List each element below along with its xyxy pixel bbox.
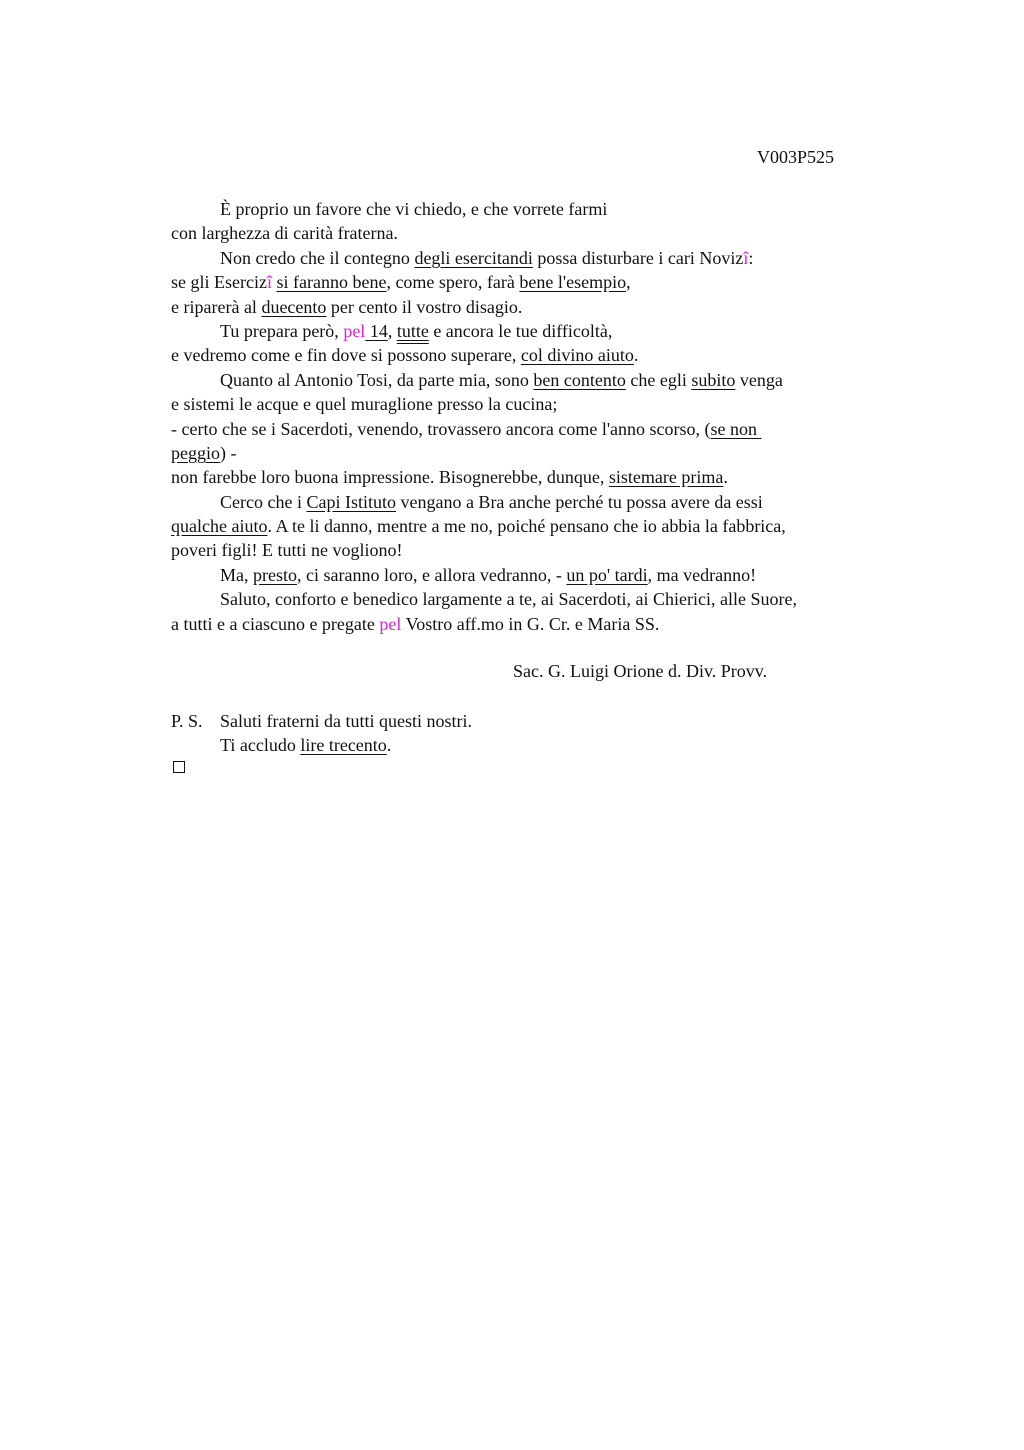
postscript bbox=[171, 709, 472, 758]
text-line bbox=[171, 465, 891, 489]
underlined-text: peggio bbox=[171, 442, 220, 463]
text-span: . A te li danno, mentre a me no, poiché pensano che io abbia la fabbrica, bbox=[267, 516, 786, 537]
document-reference: V003P525 bbox=[757, 147, 835, 167]
text-line bbox=[171, 295, 891, 319]
text-span: Ti accludo bbox=[220, 735, 301, 756]
highlighted-text: pel bbox=[379, 613, 402, 634]
underlined-text: presto bbox=[253, 564, 297, 585]
text-line bbox=[171, 538, 891, 562]
text-line bbox=[171, 612, 891, 636]
letter-body bbox=[171, 197, 891, 636]
text-span: , ma vedranno! bbox=[647, 564, 757, 585]
underlined-text: ben contento bbox=[533, 369, 626, 390]
underlined-text: bene l'esempio bbox=[519, 272, 627, 293]
underlined-text: qualche aiuto bbox=[171, 516, 268, 537]
text-span: se gli Eserciz bbox=[171, 272, 267, 293]
text-span: , ci saranno loro, e allora vedranno, - bbox=[297, 564, 567, 585]
text-span: possa disturbare i cari Noviz bbox=[532, 247, 744, 268]
highlighted-text: pel bbox=[343, 320, 366, 341]
underlined-text: subito bbox=[691, 369, 736, 390]
text-span: a tutti e a ciascuno e pregate bbox=[171, 613, 380, 634]
text-span: Cerco che i bbox=[220, 491, 307, 512]
text-line bbox=[171, 417, 891, 441]
text-line bbox=[171, 563, 891, 587]
text-line bbox=[171, 733, 472, 757]
text-span: vengano a Bra anche perché tu possa avere da essi bbox=[395, 491, 763, 512]
text-line bbox=[171, 587, 891, 611]
text-line bbox=[171, 441, 891, 465]
text-line bbox=[171, 221, 891, 245]
text-line bbox=[171, 490, 891, 514]
text-line bbox=[171, 197, 891, 221]
text-line bbox=[171, 368, 891, 392]
highlighted-text: î bbox=[743, 247, 749, 268]
text-span: poveri figli! E tutti ne vogliono! bbox=[171, 540, 403, 561]
underlined-text: se non bbox=[710, 418, 762, 439]
text-line bbox=[171, 343, 891, 367]
text-span: con larghezza di carità fraterna. bbox=[171, 223, 399, 244]
text-span: . bbox=[723, 467, 728, 488]
text-span: Quanto al Antonio Tosi, da parte mia, sono bbox=[220, 369, 534, 390]
text-span: . bbox=[633, 345, 639, 366]
text-line bbox=[171, 246, 891, 270]
text-line bbox=[171, 392, 891, 416]
underlined-text: 14 bbox=[365, 320, 388, 341]
underlined-text: duecento bbox=[261, 296, 327, 317]
text-span: , bbox=[387, 320, 397, 341]
empty-checkbox-glyph bbox=[173, 761, 185, 773]
text-span: . bbox=[386, 735, 392, 756]
text-span: e vedremo come e fin dove si possono superare, bbox=[171, 345, 521, 366]
text-span: Saluti fraterni da tutti questi nostri. bbox=[220, 711, 472, 731]
signature: Sac. G. Luigi Orione d. Div. Provv. bbox=[513, 661, 768, 681]
text-span: che egli bbox=[625, 369, 692, 390]
highlighted-text: î bbox=[266, 272, 272, 293]
text-line bbox=[171, 270, 891, 294]
text-span: Vostro aff.mo in G. Cr. e Maria SS. bbox=[401, 613, 660, 634]
text-line bbox=[171, 514, 891, 538]
text-span: e ancora le tue difficoltà, bbox=[428, 320, 613, 341]
text-span: È proprio un favore che vi chiedo, e che vorrete farmi bbox=[220, 199, 608, 219]
text-span: Saluto, conforto e benedico largamente a te, ai Sacerdoti, ai Chierici, alle Suore, bbox=[220, 589, 797, 610]
text-span: venga bbox=[735, 369, 783, 390]
text-span: , bbox=[626, 272, 631, 293]
underlined-text: col divino aiuto bbox=[520, 345, 634, 366]
underlined-text: lire trecento bbox=[300, 735, 387, 756]
text-span: Ma, bbox=[220, 564, 253, 585]
postscript-label: P. S. bbox=[171, 711, 203, 731]
underlined-text: sistemare prima bbox=[608, 467, 724, 488]
double-underlined-text: tutte bbox=[396, 320, 429, 341]
underlined-text: Capi Istituto bbox=[306, 491, 396, 512]
text-span: , come spero, farà bbox=[386, 272, 520, 293]
underlined-text: degli esercitandi bbox=[414, 247, 533, 268]
text-span: e sistemi le acque e quel muraglione presso la cucina; bbox=[171, 394, 558, 415]
text-span: - certo che se i Sacerdoti, venendo, trovassero ancora come l'anno scorso, ( bbox=[171, 418, 711, 439]
text-span: : bbox=[748, 247, 754, 268]
text-span: Tu prepara però, bbox=[220, 320, 344, 341]
text-span: e riparerà al bbox=[171, 296, 262, 317]
underlined-text: un po' tardi bbox=[566, 564, 648, 585]
text-line bbox=[171, 709, 472, 733]
underlined-text: si faranno bene bbox=[276, 272, 387, 293]
text-span: per cento il vostro disagio. bbox=[326, 296, 523, 317]
text-line bbox=[171, 319, 891, 343]
text-span: ) - bbox=[220, 442, 237, 463]
text-span: Non credo che il contegno bbox=[220, 247, 415, 268]
text-span: non farebbe loro buona impressione. Bisognerebbe, dunque, bbox=[171, 467, 609, 488]
